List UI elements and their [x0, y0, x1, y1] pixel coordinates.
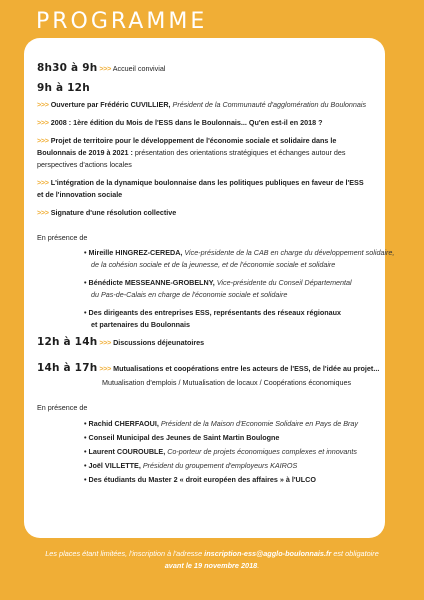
person-name: Des étudiants du Master 2 « droit européen des affaires » à l'ULCO	[88, 475, 316, 484]
slot-morning	[37, 84, 90, 93]
slot-label: Mutualisations et coopérations entre les acteurs de l'ESS, de l'idée au projet...	[113, 364, 380, 373]
slot-time: 14h à 17h	[37, 362, 98, 374]
slot-time: 9h à 12h	[37, 82, 90, 94]
presence-item-cherfaoui	[84, 419, 358, 428]
morning-item-integration-l1	[37, 178, 364, 187]
bullet-icon: •	[84, 475, 87, 484]
morning-item-integration-l2: et de l'innovation sociale	[37, 190, 123, 199]
slot-label: Accueil convivial	[112, 64, 166, 73]
person-role: Vice-présidente de la CAB en charge du développement solidaire,	[184, 248, 395, 257]
page-title: PROGRAMME	[36, 9, 208, 34]
morning-item-ouverture	[37, 100, 366, 109]
registration-email: inscription-ess@agglo-boulonnais.fr	[204, 549, 332, 558]
person-name: Rachid CHERFAOUI,	[88, 419, 159, 428]
presence-item-courouble	[84, 447, 357, 456]
presence-item-villette	[84, 461, 297, 470]
footer-line-2	[0, 561, 424, 571]
footer-text: Les places étant limitées, l'inscription à l'adresse	[45, 549, 203, 558]
speaker-name: Ouverture par Frédéric CUVILLIER,	[50, 100, 171, 109]
item-text: Signature d'une résolution collective	[50, 208, 177, 217]
presence-item-messeanne	[84, 278, 352, 287]
slot-label: Discussions déjeunatoires	[113, 338, 205, 347]
bullet-icon: •	[84, 447, 87, 456]
programme-card	[24, 38, 395, 538]
presence-label: En présence de	[37, 403, 88, 412]
person-name: Conseil Municipal des Jeunes de Saint Martin Boulogne	[88, 433, 280, 442]
arrow-icon: >>>	[37, 118, 49, 127]
slot-time: 8h30 à 9h	[37, 62, 98, 74]
slot-dejeuner	[37, 338, 204, 347]
bullet-icon: •	[84, 433, 87, 442]
presence-item-dirigeants	[84, 308, 341, 317]
arrow-icon: >>>	[99, 338, 112, 347]
arrow-icon: >>>	[99, 64, 112, 73]
slot-accueil	[37, 64, 165, 73]
morning-item-projet-l3: perspectives d'actions locales	[37, 160, 132, 169]
bullet-icon: •	[84, 419, 87, 428]
item-text: L'intégration de la dynamique boulonnaise dans les politiques publiques en faveur de l'ESS	[50, 178, 364, 187]
presence-item-etudiants	[84, 475, 316, 484]
person-role: du Pas-de-Calais en charge de l'économie sociale et solidaire	[91, 290, 288, 299]
item-text: présentation des orientations stratégiques et échanges autour des	[134, 148, 346, 157]
bullet-icon: •	[84, 308, 87, 317]
item-text: Des dirigeants des entreprises ESS, représentants des réseaux régionaux	[88, 308, 341, 317]
morning-item-projet-l2	[37, 148, 345, 157]
footer-text: est obligatoire	[333, 549, 379, 558]
morning-item-signature	[37, 208, 176, 217]
slot-afternoon	[37, 364, 379, 373]
bullet-icon: •	[84, 461, 87, 470]
arrow-icon: >>>	[37, 136, 49, 145]
bullet-icon: •	[84, 278, 87, 287]
person-name: Joël VILLETTE,	[88, 461, 141, 470]
arrow-icon: >>>	[37, 100, 49, 109]
morning-item-2008	[37, 118, 323, 127]
slot-time: 12h à 14h	[37, 336, 98, 348]
presence-item-hingrez	[84, 248, 394, 257]
person-role: de la cohésion sociale et de la jeunesse, et de l'économie sociale et solidaire	[91, 260, 336, 269]
person-role: Président de la Maison d'Economie Solidaire en Pays de Bray	[160, 419, 358, 428]
registration-deadline: avant le 19 novembre 2018	[164, 561, 258, 570]
person-name: Laurent COUROUBLE,	[88, 447, 166, 456]
speaker-role: Président de la Communauté d'agglomération du Boulonnais	[172, 100, 367, 109]
person-name: Bénédicte MESSEANNE-GROBELNY,	[88, 278, 215, 287]
morning-item-projet-l1	[37, 136, 336, 145]
person-role: Président du groupement d'employeurs KAIROS	[142, 461, 298, 470]
person-role: Co-porteur de projets économiques complexes et innovants	[167, 447, 357, 456]
footer-line-1	[0, 549, 424, 559]
item-text: 2008 : 1ère édition du Mois de l'ESS dans le Boulonnais... Qu'en est-il en 2018 ?	[50, 118, 323, 127]
bullet-icon: •	[84, 248, 87, 257]
presence-label: En présence de	[37, 233, 88, 242]
person-role: Vice-présidente du Conseil Départemental	[216, 278, 352, 287]
arrow-icon: >>>	[37, 208, 49, 217]
slot-sub: Mutualisation d'emplois / Mutualisation de locaux / Coopérations économiques	[102, 378, 352, 387]
person-name: Mireille HINGREZ-CEREDA,	[88, 248, 183, 257]
arrow-icon: >>>	[99, 364, 112, 373]
item-text: Boulonnais de 2019 à 2021 :	[37, 148, 133, 157]
presence-item-conseil	[84, 433, 279, 442]
item-text: Projet de territoire pour le développement de l'économie sociale et solidaire dans le	[50, 136, 337, 145]
item-text: et partenaires du Boulonnais	[91, 320, 191, 329]
arrow-icon: >>>	[37, 178, 49, 187]
footer-text: .	[257, 561, 260, 570]
